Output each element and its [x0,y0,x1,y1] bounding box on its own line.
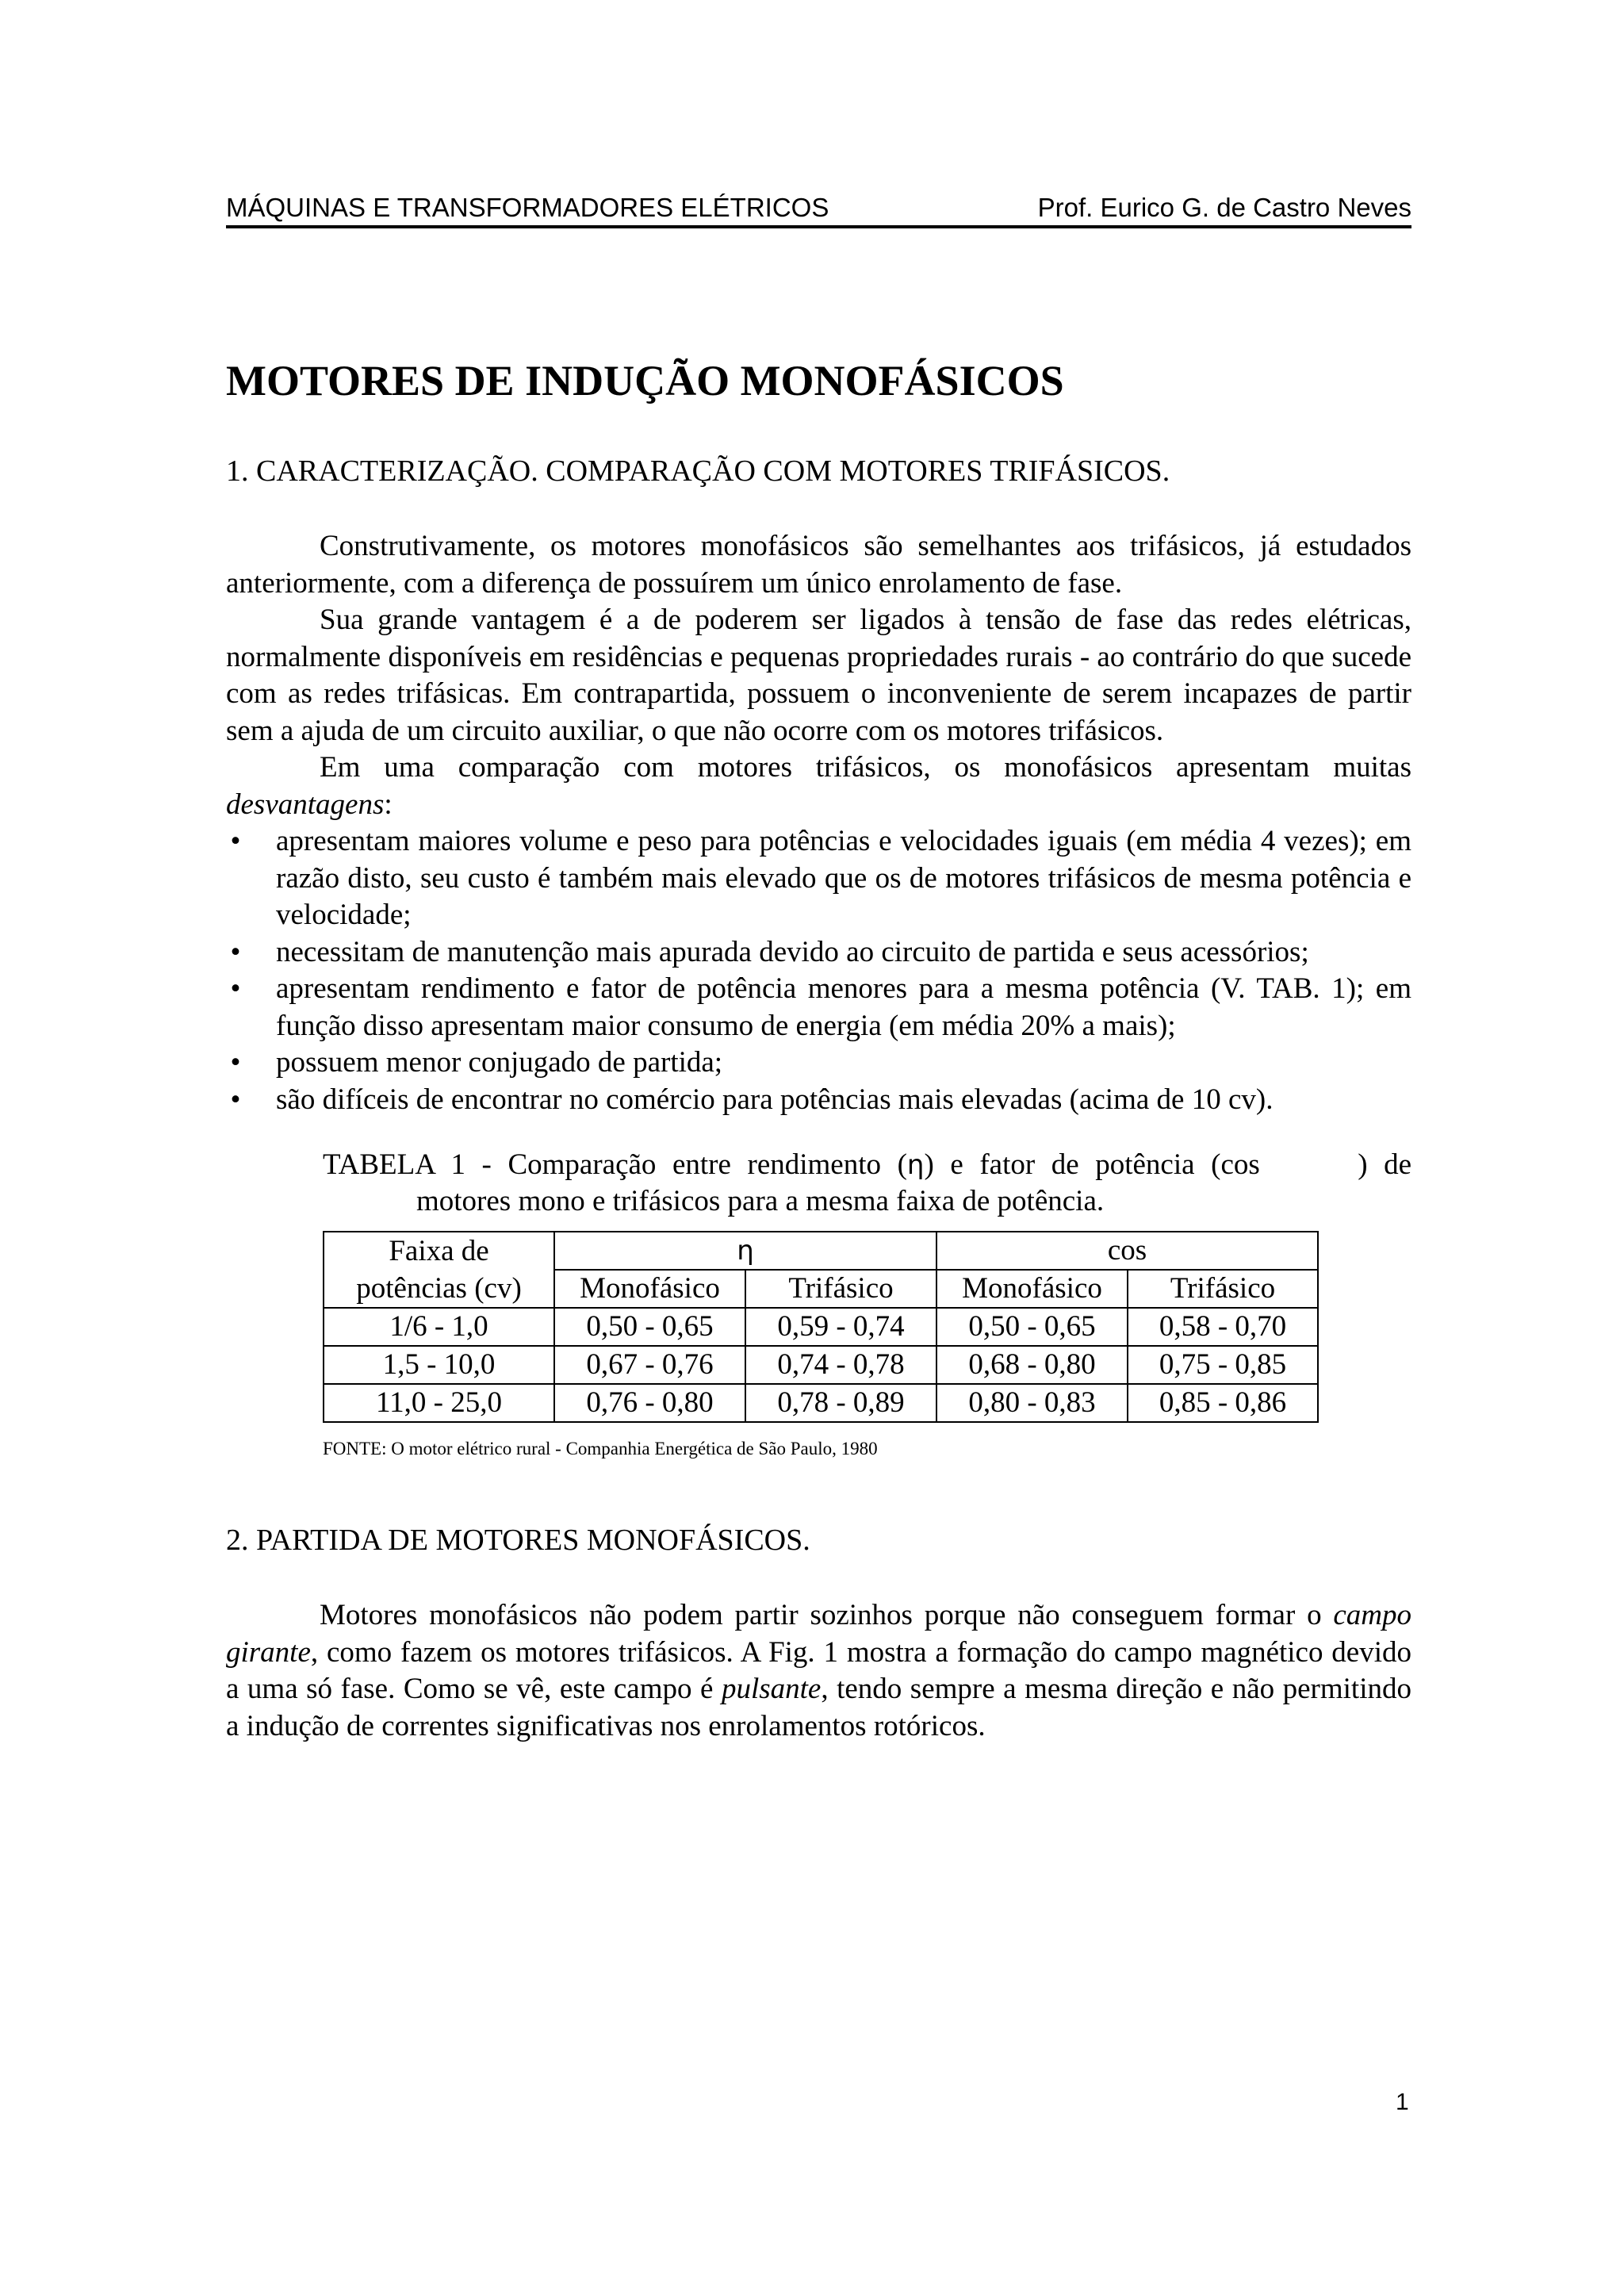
list-item-text: apresentam maiores volume e peso para potências e velocidades iguais (em média 4 vezes); em razão disto, seu custo é também mais elevado que os de motores trifásicos de mesma potência e velocidade; [276,825,1411,931]
header-author: Prof. Eurico G. de Castro Neves [1037,193,1411,222]
emphasis-pulsante: pulsante [721,1673,822,1705]
table-cell: 0,67 - 0,76 [554,1346,745,1384]
list-item-text: são difíceis de encontrar no comércio para potências mais elevadas (acima de 10 cv). [276,1083,1274,1116]
list-item [226,934,1411,972]
list-item [226,971,1411,1045]
paragraph-3-text: Em uma comparação com motores trifásicos, os monofásicos apresentam muitas [320,751,1411,784]
column-group-efficiency [554,1232,936,1270]
table-source: FONTE: O motor elétrico rural - Companhia Energética de São Paulo, 1980 [323,1439,878,1458]
table-row [324,1384,1318,1422]
eta-symbol: η [737,1235,754,1267]
table-cell: 11,0 - 25,0 [324,1384,554,1422]
column-header-eta-mono: Monofásico [554,1270,745,1308]
emphasis-campo-girante: campo girante [226,1599,1411,1669]
table-cell: 1/6 - 1,0 [324,1308,554,1346]
header-course-title: MÁQUINAS E TRANSFORMADORES ELÉTRICOS [226,193,829,222]
table-cell: 0,76 - 0,80 [554,1384,745,1422]
list-item [226,1045,1411,1082]
column-header-power-range-line-1: Faixa de [324,1232,554,1270]
comparison-table [323,1231,1319,1423]
running-header [226,190,1411,228]
table-caption-line-1: TABELA 1 - Comparação entre rendimento (η) e fator de potência (cos ) de [323,1148,1411,1181]
table-row [324,1346,1318,1384]
table-cell: 0,75 - 0,85 [1128,1346,1318,1384]
bullet-icon: • [230,825,241,857]
table-cell: 0,85 - 0,86 [1128,1384,1318,1422]
table-cell: 0,50 - 0,65 [936,1308,1128,1346]
table-cell: 0,68 - 0,80 [936,1346,1128,1384]
list-item-text: necessitam de manutenção mais apurada devido ao circuito de partida e seus acessórios; [276,935,1309,968]
document-title: MOTORES DE INDUÇÃO MONOFÁSICOS [226,357,1064,404]
bullet-icon: • [230,1046,241,1079]
page-number: 1 [1396,2089,1409,2115]
section-2-paragraph-1: Motores monofásicos não podem partir sozinhos porque não conseguem formar o campo girante, como fazem os motores trifásicos. A Fig. 1 mostra a formação do campo magnético devido a uma só fase. Como se vê, este campo é pulsante, tendo sempre a mesma direção e não permitindo a indução de correntes significativas nos enrolamentos rotóricos. [226,1599,1411,1742]
table-cell: 0,74 - 0,78 [745,1346,936,1384]
bullet-icon: • [230,1083,241,1116]
eta-symbol: η [906,1149,925,1181]
section-1-heading: 1. CARACTERIZAÇÃO. COMPARAÇÃO COM MOTORES TRIFÁSICOS. [226,454,1170,488]
disadvantages-list [226,823,1411,1118]
table-subheader-row [324,1270,1318,1308]
bullet-icon: • [230,935,241,968]
section-1-paragraph-1: Construtivamente, os motores monofásicos são semelhantes aos trifásicos, já estudados anteriormente, com a diferença de possuírem um único enrolamento de fase. [226,530,1411,600]
table-caption [323,1147,1411,1220]
table-cell: 1,5 - 10,0 [324,1346,554,1384]
section-2-heading: 2. PARTIDA DE MOTORES MONOFÁSICOS. [226,1524,810,1557]
table-row [324,1308,1318,1346]
section-1-paragraph-2: Sua grande vantagem é a de poderem ser ligados à tensão de fase das redes elétricas, normalmente disponíveis em residências e pequenas propriedades rurais - ao contrário do que sucede com as redes trifásicas. Em contrapartida, possuem o inconveniente de serem incapazes de partir sem a ajuda de um circuito auxiliar, o que não ocorre com os motores trifásicos. [226,604,1411,747]
table-cell: 0,59 - 0,74 [745,1308,936,1346]
paragraph-3-colon: : [384,788,393,821]
table-cell: 0,78 - 0,89 [745,1384,936,1422]
table-cell: 0,80 - 0,83 [936,1384,1128,1422]
table-header-row [324,1232,1318,1270]
list-item [226,823,1411,934]
column-group-power-factor: cos [936,1232,1318,1270]
column-header-power-range-line-2: potências (cv) [324,1270,554,1308]
bullet-icon: • [230,972,241,1005]
column-header-cos-tri: Trifásico [1128,1270,1318,1308]
list-item-text: possuem menor conjugado de partida; [276,1046,723,1079]
table-cell: 0,50 - 0,65 [554,1308,745,1346]
column-header-cos-mono: Monofásico [936,1270,1128,1308]
column-header-eta-tri: Trifásico [745,1270,936,1308]
section-1-paragraph-3 [226,749,1411,823]
table-cell: 0,58 - 0,70 [1128,1308,1318,1346]
emphasis-desvantagens: desvantagens [226,788,385,821]
list-item-text: apresentam rendimento e fator de potência menores para a mesma potência (V. TAB. 1); em função disso apresentam maior consumo de energia (em média 20% a mais); [276,972,1411,1042]
document-page [226,190,1411,1745]
list-item [226,1082,1411,1119]
table-caption-line-2: motores mono e trifásicos para a mesma faixa de potência. [416,1185,1105,1217]
